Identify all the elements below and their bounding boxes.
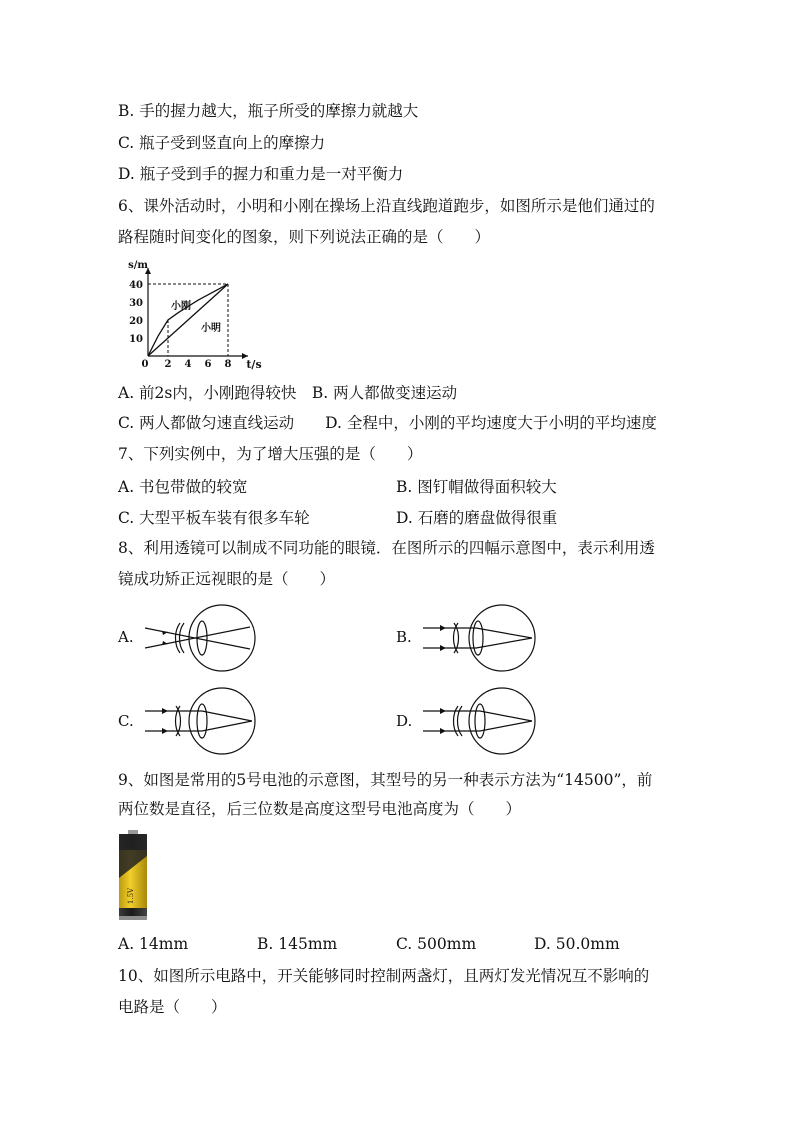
y-tick-label-10: 10	[129, 334, 143, 345]
y-tick-label-40: 40	[129, 280, 143, 291]
eye-diagram-d	[418, 686, 538, 756]
q9-option-d: D. 50.0mm	[534, 935, 620, 953]
x-tick-label-6: 6	[204, 359, 212, 370]
q8-label-c: C.	[118, 712, 134, 730]
eye-diagram-c	[140, 686, 260, 756]
q9-stem-line2: 两位数是直径，后三位数是高度这型号电池高度为（ ）	[118, 800, 522, 818]
q7-stem: 7、下列实例中，为了增大压强的是（ ）	[118, 445, 423, 463]
series-label-1: 小刚	[171, 301, 191, 313]
x-tick-label-4: 4	[184, 359, 192, 370]
q8-stem-line1: 8、利用透镜可以制成不同功能的眼镜．在图所示的四幅示意图中，表示利用透	[118, 539, 655, 557]
y-tick-label-20: 20	[129, 316, 143, 327]
q5-option-c: C. 瓶子受到竖直向上的摩擦力	[118, 134, 326, 152]
q7-option-c: C. 大型平板车装有很多车轮	[118, 509, 310, 527]
battery-label: 1.5V	[127, 887, 135, 905]
x-tick-label-0: 0	[141, 359, 149, 370]
series-line-2	[148, 284, 228, 356]
q6-options-line1: A. 前2s内，小刚跑得较快 B. 两人都做变速运动	[118, 384, 458, 402]
q5-option-b: B. 手的握力越大，瓶子所受的摩擦力就越大	[118, 102, 419, 120]
q7-option-a: A. 书包带做的较宽	[118, 478, 248, 496]
y-axis-label: s/m	[128, 260, 148, 271]
battery-image	[116, 830, 150, 922]
q6-options-line2: C. 两人都做匀速直线运动 D. 全程中，小刚的平均速度大于小明的平均速度	[118, 414, 657, 432]
q6-stem-line2: 路程随时间变化的图象，则下列说法正确的是（ ）	[118, 228, 491, 246]
eye-diagram-a	[140, 603, 260, 673]
q10-stem-line1: 10、如图所示电路中，开关能够同时控制两盏灯，且两灯发光情况互不影响的	[118, 967, 650, 985]
series-label-2: 小明	[201, 322, 221, 334]
q10-stem-line2: 电路是（ ）	[118, 998, 227, 1016]
q7-option-d: D. 石磨的磨盘做得很重	[396, 509, 558, 527]
q8-label-a: A.	[118, 628, 134, 646]
q7-option-b: B. 图钉帽做得面积较大	[396, 478, 557, 496]
x-axis-label: t/s	[246, 358, 262, 371]
q8-stem-line2: 镜成功矫正远视眼的是（ ）	[118, 570, 336, 588]
q9-option-b: B. 145mm	[257, 935, 338, 953]
x-tick-label-8: 8	[224, 359, 232, 370]
distance-time-chart	[118, 256, 268, 376]
q6-stem-line1: 6、课外活动时，小明和小刚在操场上沿直线跑道跑步，如图所示是他们通过的	[118, 197, 655, 215]
q9-option-c: C. 500mm	[396, 935, 477, 953]
q8-label-d: D.	[396, 712, 413, 730]
x-tick-label-2: 2	[164, 359, 172, 370]
q9-stem-line1: 9、如图是常用的5号电池的示意图，其型号的另一种表示方法为“14500”，前	[118, 771, 653, 789]
eye-diagram-b	[418, 603, 538, 673]
q5-option-d: D. 瓶子受到手的握力和重力是一对平衡力	[118, 165, 404, 183]
q8-label-b: B.	[396, 628, 412, 646]
y-tick-label-30: 30	[129, 298, 143, 309]
q9-option-a: A. 14mm	[118, 935, 189, 953]
